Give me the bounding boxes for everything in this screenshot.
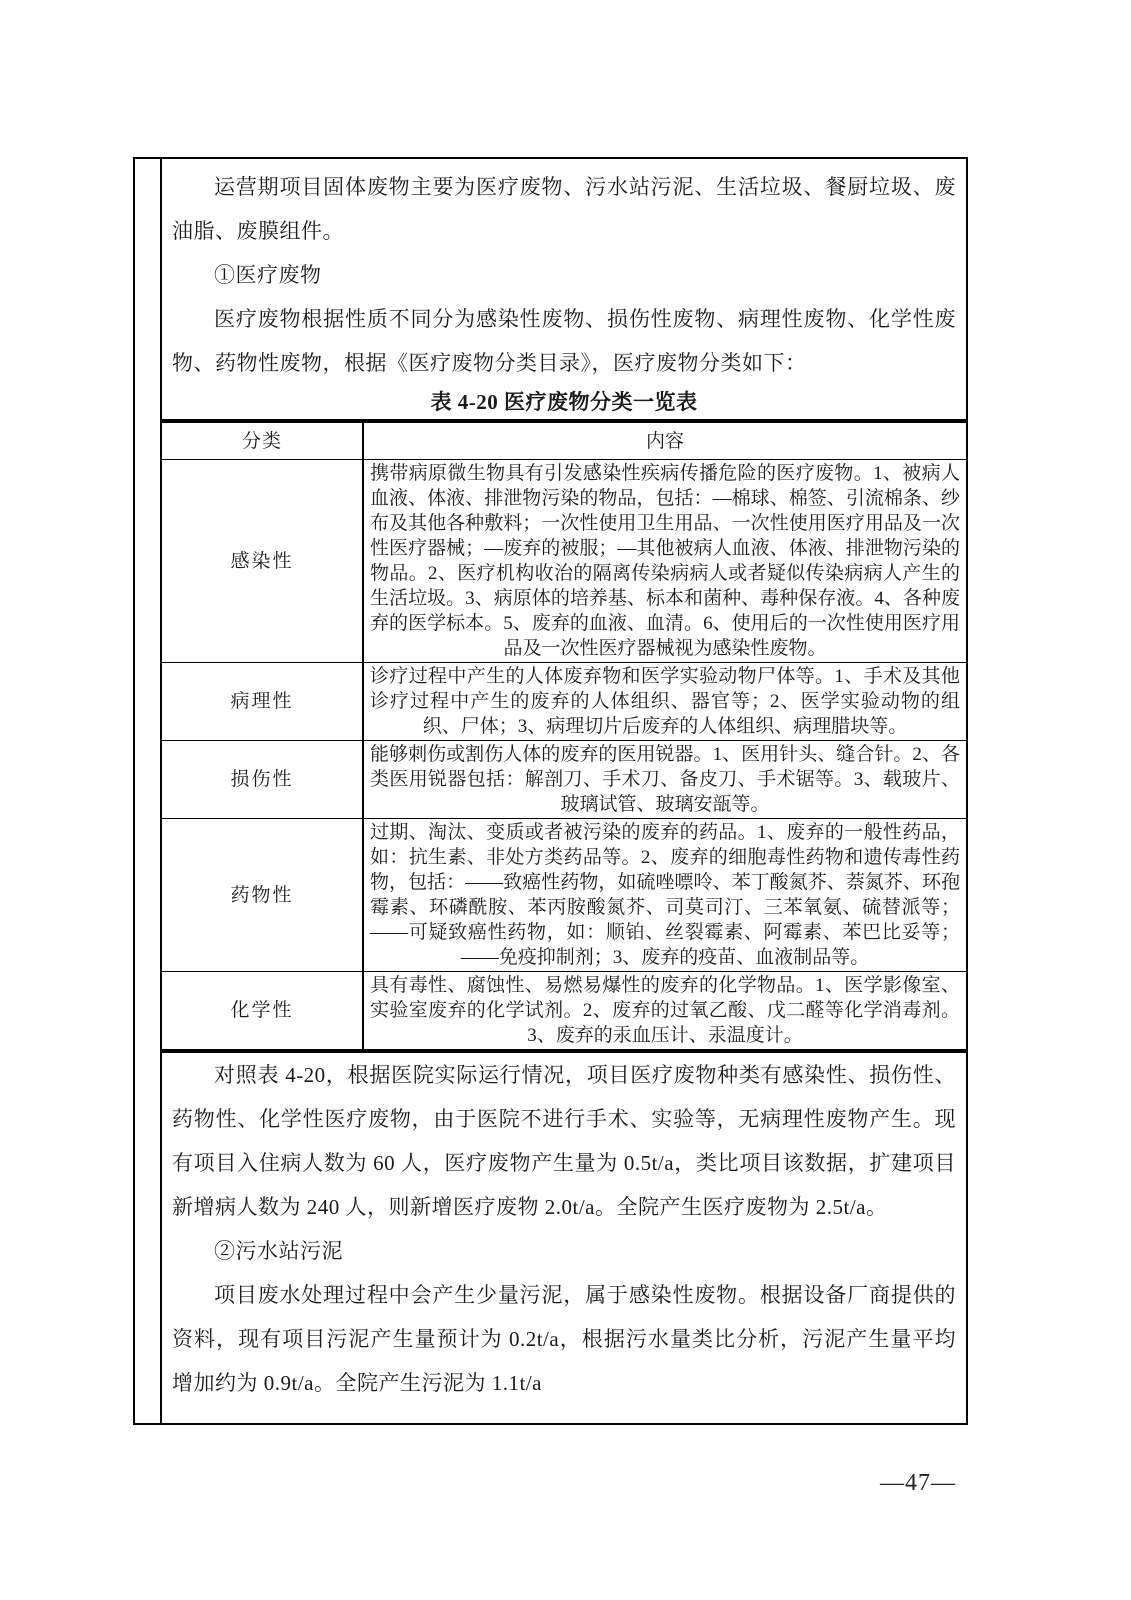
table-header-category: 分类 (162, 421, 363, 460)
table-title: 表 4-20 医疗废物分类一览表 (430, 390, 698, 414)
table-row-chemical (162, 972, 966, 1052)
table-row-pathological (162, 663, 966, 741)
paragraph-solid-waste-overview: 运营期项目固体废物主要为医疗废物、污水站污泥、生活垃圾、餐厨垃圾、废油脂、废膜组件。 (172, 175, 956, 243)
category-cell: 药物性 (162, 819, 363, 972)
category-cell: 化学性 (162, 972, 363, 1052)
content-cell: 携带病原微生物具有引发感染性疾病传播危险的医疗废物。1、被病人血液、体液、排泄物污染的物品，包括：—棉球、棉签、引流棉条、纱布及其他各种敷料；一次性使用卫生用品、一次性使用医疗用品及一次性医疗器械；—废弃的被服；—其他被病人血液、体液、排泄物污染的物品。2、医疗机构收治的隔离传染病病人或者疑似传染病病人产生的生活垃圾。3、病原体的培养基、标本和菌种、毒种保存液。4、各种废弃的医学标本。5、废弃的血液、血清。6、使用后的一次性使用医疗用品及一次性医疗器械视为感染性废物。 (363, 460, 966, 663)
table-row-sharp (162, 741, 966, 819)
paragraph-medical-waste-intro: 医疗废物根据性质不同分为感染性废物、损伤性废物、病理性废物、化学性废物、药物性废物，根据《医疗废物分类目录》，医疗废物分类如下： (172, 307, 956, 375)
paragraph-sludge: 项目废水处理过程中会产生少量污泥，属于感染性废物。根据设备厂商提供的资料，现有项目污泥产生量预计为 0.2t/a，根据污水量类比分析，污泥产生量平均增加约为 0.9t/a。全院产生污泥为 1.1t/a (172, 1283, 956, 1395)
content-cell: 过期、淘汰、变质或者被污染的废弃的药品。1、废弃的一般性药品，如：抗生素、非处方类药品等。2、废弃的细胞毒性药物和遗传毒性药物，包括：——致癌性药物，如硫唑嘌呤、苯丁酸氮芥、萘氮芥、环孢霉素、环磷酰胺、苯丙胺酸氮芥、司莫司汀、三苯氧氨、硫替派等；——可疑致癌性药物，如：顺铂、丝裂霉素、阿霉素、苯巴比妥等；——免疫抑制剂；3、废弃的疫苗、血液制品等。 (363, 819, 966, 972)
table-row-infectious (162, 460, 966, 663)
content-cell: 具有毒性、腐蚀性、易燃易爆性的废弃的化学物品。1、医学影像室、实验室废弃的化学试剂。2、废弃的过氧乙酸、戊二醛等化学消毒剂。3、废弃的汞血压计、汞温度计。 (370, 975, 960, 1046)
category-cell: 感染性 (162, 460, 363, 663)
paragraph-medical-waste-heading: ①医疗废物 (214, 263, 322, 287)
content-column (162, 159, 966, 1423)
document-frame (133, 157, 968, 1425)
paragraph-sludge-heading: ②污水站污泥 (214, 1239, 343, 1263)
content-cell: 能够刺伤或割伤人体的废弃的医用锐器。1、医用针头、缝合针。2、各类医用锐器包括：解剖刀、手术刀、备皮刀、手术锯等。3、载玻片、玻璃试管、玻璃安瓿等。 (363, 741, 966, 819)
category-cell: 病理性 (162, 663, 363, 741)
content-cell: 诊疗过程中产生的人体废弃物和医学实验动物尸体等。1、手术及其他诊疗过程中产生的废弃的人体组织、器官等；2、医学实验动物的组织、尸体；3、病理切片后废弃的人体组织、病理腊块等。 (363, 663, 966, 741)
page-number: —47— (880, 1470, 956, 1496)
table-row-pharmaceutical (162, 819, 966, 972)
paragraph-comparison: 对照表 4-20，根据医院实际运行情况，项目医疗废物种类有感染性、损伤性、药物性、化学性医疗废物，由于医院不进行手术、实验等，无病理性废物产生。现有项目入住病人数为 60 人，医疗废物产生量为 0.5t/a，类比项目该数据，扩建项目新增病人数为 240 人，则新增医疗废物 2.0t/a。全院产生医疗废物为 2.5t/a。 (172, 1063, 956, 1219)
table-header-content: 内容 (363, 421, 966, 460)
table-header-row (162, 421, 966, 460)
medical-waste-classification-table (162, 419, 966, 1053)
left-gutter-column (135, 159, 162, 1423)
category-cell: 损伤性 (162, 741, 363, 819)
